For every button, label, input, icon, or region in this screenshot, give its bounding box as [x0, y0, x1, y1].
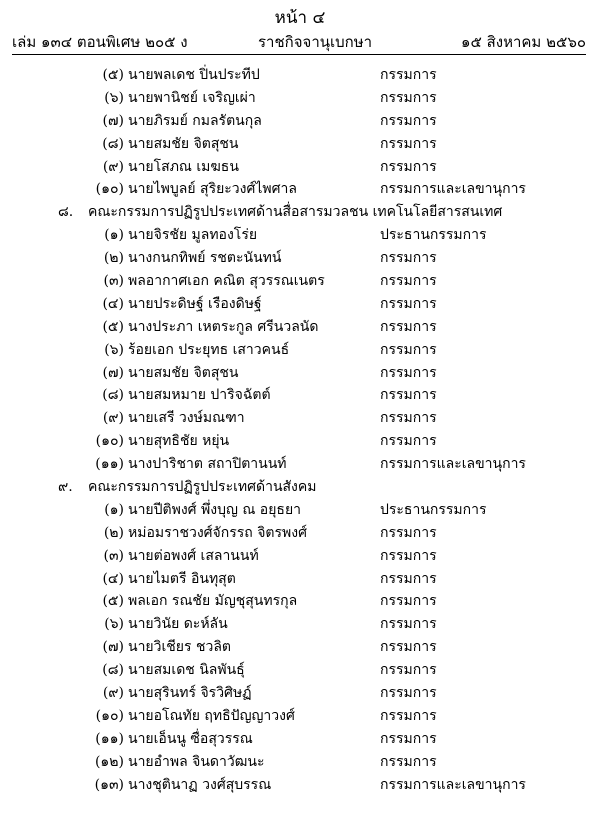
- member-name: นายปีติพงศ์ พึ่งบุญ ณ อยุธยา: [128, 501, 302, 518]
- member-number: (๗): [102, 639, 124, 656]
- member-role: กรรมการ: [380, 662, 437, 679]
- member-name: นายต่อพงศ์ เสลานนท์: [128, 547, 259, 564]
- gazette-title: ราชกิจจานุเบกษา: [258, 33, 373, 51]
- member-role: กรรมการ: [380, 273, 437, 290]
- member-role: กรรมการ: [380, 318, 437, 335]
- member-name: นางปาริชาต สถาปิตานนท์: [128, 456, 287, 473]
- member-name: นายสมหมาย ปาริจฉัตต์: [128, 387, 271, 404]
- member-name: นายภิรมย์ กมลรัตนกุล: [128, 112, 262, 129]
- member-role: กรรมการและเลขานุการ: [380, 181, 526, 198]
- member-row: [0, 178, 600, 201]
- member-number: (๕): [102, 67, 124, 83]
- member-name: นายเสรี วงษ์มณฑา: [128, 410, 245, 427]
- member-role: กรรมการ: [380, 67, 437, 83]
- member-role: กรรมการ: [380, 410, 437, 427]
- member-number: (๕): [102, 593, 124, 610]
- member-role: กรรมการ: [380, 387, 437, 404]
- member-role: กรรมการและเลขานุการ: [380, 456, 526, 473]
- member-row: [0, 247, 600, 270]
- header-divider: [12, 54, 586, 55]
- member-role: กรรมการ: [380, 753, 437, 770]
- section-title: คณะกรรมการปฏิรูปประเทศด้านสื่อสารมวลชน เทคโนโลยีสารสนเทศ: [88, 204, 503, 221]
- member-number: (๖): [104, 89, 124, 106]
- member-number: (๕): [102, 318, 124, 335]
- member-role: กรรมการ: [380, 685, 437, 702]
- member-name: นายไมตรี อินทุสุต: [128, 570, 236, 587]
- member-row: [0, 590, 600, 613]
- member-role: กรรมการ: [380, 524, 437, 541]
- member-name: นายจิรชัย มูลทองโร่ย: [128, 227, 258, 244]
- member-number: (๙): [102, 158, 124, 175]
- member-row: [0, 156, 600, 179]
- member-name: นายสมชัย จิตสุชน: [128, 135, 239, 152]
- member-number: (๑): [104, 227, 124, 244]
- member-row: [0, 545, 600, 568]
- member-name: นายเอ็นนู ซื่อสุวรรณ: [128, 730, 253, 747]
- member-number: (๙): [102, 685, 124, 702]
- section-number: ๙.: [58, 479, 73, 496]
- member-row: [0, 659, 600, 682]
- member-role: กรรมการ: [380, 295, 437, 312]
- member-name: นายสมเดช นิลพันธุ์: [128, 662, 245, 679]
- section-heading: [0, 476, 600, 499]
- member-number: (๑๐): [95, 433, 124, 450]
- member-number: (๘): [102, 662, 124, 679]
- member-row: [0, 133, 600, 156]
- member-number: (๑๑): [95, 730, 124, 747]
- member-number: (๖): [104, 616, 124, 633]
- member-row: [0, 339, 600, 362]
- member-number: (๔): [102, 295, 124, 312]
- member-role: กรรมการ: [380, 250, 437, 267]
- member-number: (๗): [102, 112, 124, 129]
- member-row: [0, 751, 600, 774]
- member-row: [0, 270, 600, 293]
- member-row: [0, 705, 600, 728]
- member-row: [0, 87, 600, 110]
- member-role: ประธานกรรมการ: [380, 501, 487, 518]
- member-number: (๘): [102, 135, 124, 152]
- member-role: กรรมการ: [380, 707, 437, 724]
- member-number: (๒): [103, 524, 124, 541]
- member-row: [0, 499, 600, 522]
- member-number: (๗): [102, 364, 124, 381]
- member-number: (๓): [103, 547, 124, 564]
- member-role: กรรมการ: [380, 364, 437, 381]
- member-name: นายโสภณ เมฆธน: [128, 158, 239, 175]
- member-row: [0, 568, 600, 591]
- member-name: พลอากาศเอก คณิต สุวรรณเนตร: [128, 273, 325, 290]
- member-name: นายประดิษฐ์ เรืองดิษฐ์: [128, 295, 262, 312]
- member-number: (๑๐): [95, 707, 124, 724]
- member-role: กรรมการ: [380, 570, 437, 587]
- member-number: (๑๓): [94, 776, 124, 793]
- publication-date: ๑๕ สิงหาคม ๒๕๖๐: [460, 33, 586, 51]
- member-name: นายอำพล จินดาวัฒนะ: [128, 753, 265, 770]
- member-role: กรรมการ: [380, 89, 437, 106]
- member-name: นางชุตินาฏ วงศ์สุบรรณ: [128, 776, 272, 793]
- member-role: กรรมการ: [380, 341, 437, 358]
- member-row: [0, 453, 600, 476]
- member-name: นางประภา เหตระกูล ศรีนวลนัด: [128, 318, 319, 335]
- member-role: กรรมการและเลขานุการ: [380, 776, 526, 793]
- member-number: (๔): [102, 570, 124, 587]
- member-name: นายพลเดช ปิ่นประทีป: [128, 67, 260, 83]
- member-role: กรรมการ: [380, 158, 437, 175]
- member-name: ร้อยเอก ประยุทธ เสาวคนธ์: [128, 341, 290, 358]
- member-row: [0, 522, 600, 545]
- member-row: [0, 293, 600, 316]
- member-row: [0, 430, 600, 453]
- member-role: กรรมการ: [380, 433, 437, 450]
- member-number: (๘): [102, 387, 124, 404]
- member-row: [0, 362, 600, 385]
- member-row: [0, 613, 600, 636]
- committee-member-list: [0, 64, 600, 797]
- member-number: (๖): [104, 341, 124, 358]
- member-role: ประธานกรรมการ: [380, 227, 487, 244]
- member-role: กรรมการ: [380, 547, 437, 564]
- volume-issue: เล่ม ๑๓๔ ตอนพิเศษ ๒๐๕ ง: [12, 33, 188, 51]
- member-row: [0, 682, 600, 705]
- member-row: [0, 316, 600, 339]
- member-role: กรรมการ: [380, 616, 437, 633]
- member-name: นายสมชัย จิตสุชน: [128, 364, 239, 381]
- member-name: นายสุรินทร์ จิรวิศิษฏ์: [128, 685, 252, 702]
- member-number: (๙): [102, 410, 124, 427]
- member-role: กรรมการ: [380, 112, 437, 129]
- member-row: [0, 407, 600, 430]
- member-name: นายสุทธิชัย หยุ่น: [128, 433, 230, 450]
- section-heading: [0, 201, 600, 224]
- member-number: (๒): [103, 250, 124, 267]
- member-role: กรรมการ: [380, 135, 437, 152]
- member-name: นายอโณทัย ฤทธิปัญญาวงศ์: [128, 707, 295, 724]
- member-row: [0, 384, 600, 407]
- member-name: นายวิเชียร ชวลิต: [128, 639, 231, 656]
- member-number: (๑๐): [95, 181, 124, 198]
- member-row: [0, 110, 600, 133]
- member-name: นายพานิชย์ เจริญเผ่า: [128, 89, 256, 106]
- member-row: [0, 636, 600, 659]
- member-role: กรรมการ: [380, 730, 437, 747]
- member-number: (๑): [104, 501, 124, 518]
- member-number: (๑๒): [94, 753, 124, 770]
- section-number: ๘.: [58, 204, 74, 221]
- member-name: นายวินัย ดะห์ลัน: [128, 616, 228, 633]
- page-number: หน้า ๔: [274, 8, 326, 28]
- page-header: [12, 30, 586, 52]
- member-name: หม่อมราชวงศ์จักรรถ จิตรพงศ์: [128, 524, 307, 541]
- member-row: [0, 774, 600, 797]
- member-number: (๓): [103, 273, 124, 290]
- member-row: [0, 64, 600, 87]
- section-title: คณะกรรมการปฏิรูปประเทศด้านสังคม: [88, 479, 317, 496]
- member-role: กรรมการ: [380, 639, 437, 656]
- member-role: กรรมการ: [380, 593, 437, 610]
- member-name: นายไพบูลย์ สุริยะวงศ์ไพศาล: [128, 181, 297, 198]
- member-number: (๑๑): [95, 456, 124, 473]
- member-row: [0, 224, 600, 247]
- member-name: พลเอก รณชัย มัญชุสุนทรกุล: [128, 593, 298, 610]
- member-row: [0, 728, 600, 751]
- member-name: นางกนกทิพย์ รชตะนันทน์: [128, 250, 282, 267]
